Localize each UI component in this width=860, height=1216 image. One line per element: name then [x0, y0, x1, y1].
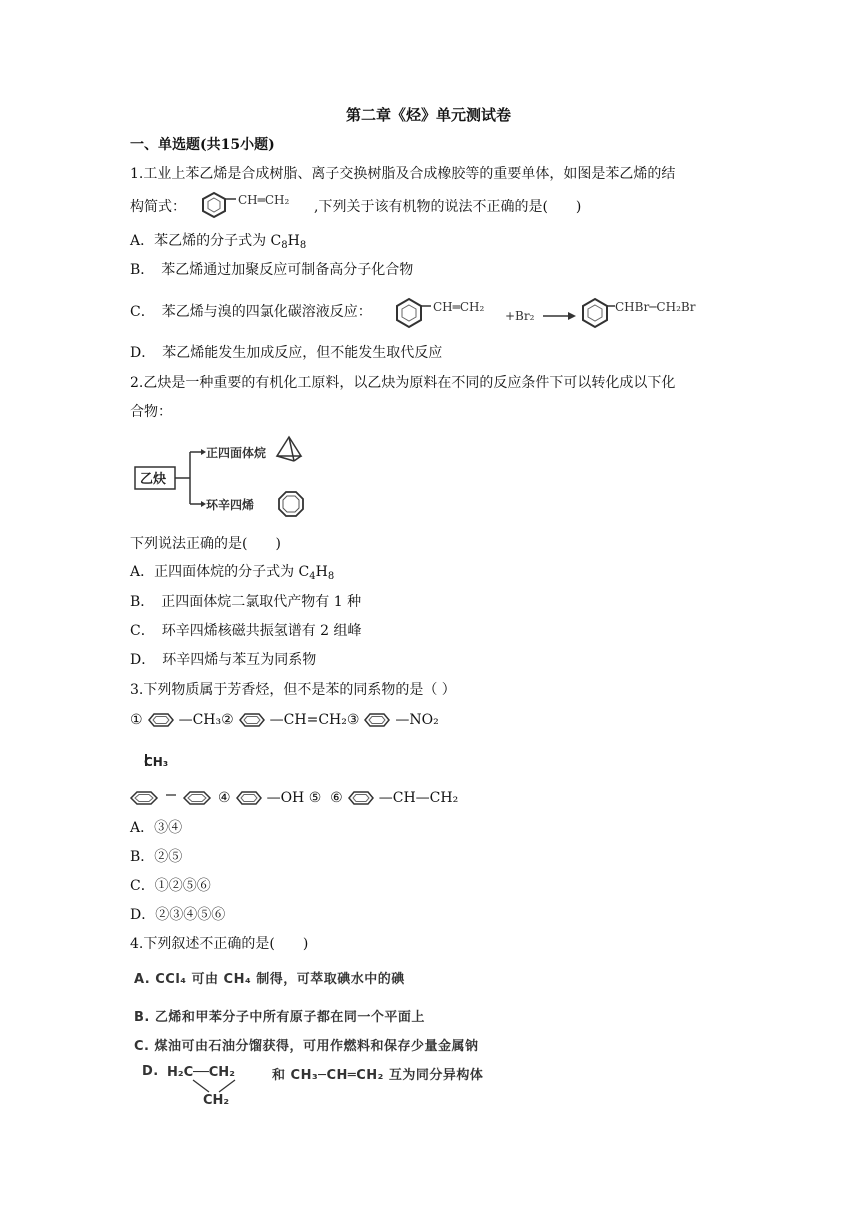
q3-compounds-row2	[130, 788, 458, 808]
tetrahedrane-label: 正四面体烷	[206, 446, 267, 460]
compound-2-number: ②	[221, 712, 234, 728]
q4-option-a: A. CCl₄ 可由 CH₄ 制得，可萃取碘水中的碘	[134, 972, 405, 987]
benzene-ring-icon	[234, 712, 270, 728]
q2-option-a: A．正四面体烷的分子式为 $C_4H_8$	[130, 564, 335, 582]
q1-option-b: B． 苯乙烯通过加聚反应可制备高分子化合物	[130, 262, 414, 278]
cyclooctatetraene-label: 环辛四烯	[206, 498, 255, 512]
q3-option-d: D．②③④⑤⑥	[130, 907, 226, 923]
q2-option-d: D． 环辛四烯与苯互为同系物	[130, 652, 317, 668]
compound-1-number: ①	[130, 712, 143, 728]
methyl-label: CH₃	[144, 755, 169, 769]
benzene-ring-icon	[143, 712, 179, 728]
tetrahedrane-icon	[277, 437, 301, 461]
q2-stem-line2: 合物：	[130, 404, 172, 420]
reactant-formula: CH═CH₂	[433, 300, 485, 314]
page-title: 第二章《烃》单元测试卷	[346, 106, 512, 124]
compound-3-number: ③	[346, 712, 360, 728]
compound-6-number: ⑥	[330, 790, 343, 806]
q1-stem-line2-post: ,下列关于该有机物的说法不正确的是( )	[314, 199, 582, 215]
q2-stem-line1: 2.乙炔是一种重要的有机化工原料，以乙炔为原料在不同的反应条件下可以转化成以下化	[130, 375, 676, 391]
section-heading: 一、单选题(共15小题)	[130, 137, 275, 153]
biphenyl-icon	[130, 790, 218, 806]
compound-6-substituent: —CH—CH₂	[378, 790, 459, 806]
benzene-ring-icon	[231, 790, 267, 806]
cyclopropane-top-label: H₂C──CH₂	[167, 1065, 235, 1080]
bromination-reaction	[393, 296, 723, 332]
q3-option-a: A．③④	[130, 820, 183, 836]
acetylene-conversion-diagram	[134, 430, 314, 526]
q1-option-a: A．苯乙烯的分子式为 $C_8H_8$	[130, 233, 307, 251]
cyclooctatetraene-icon	[279, 492, 303, 516]
methyl-group	[140, 752, 180, 782]
q2-option-b: B． 正四面体烷二氯取代产物有 1 种	[130, 594, 362, 610]
q4-option-c: C. 煤油可由石油分馏获得，可用作燃料和保存少量金属钠	[134, 1039, 479, 1054]
styrene-formula: CH═CH₂	[238, 193, 290, 207]
q4-option-d-text: 和 CH₃─CH═CH₂ 互为同分异构体	[272, 1068, 484, 1083]
reagent-label: +Br₂	[505, 309, 535, 323]
compound-1-substituent: —CH₃	[178, 712, 222, 728]
benzene-ring-icon	[359, 712, 395, 728]
compound-3-substituent: —NO₂	[395, 712, 439, 728]
styrene-structure	[198, 190, 318, 220]
product-formula: CHBr─CH₂Br	[615, 300, 696, 314]
compound-2-substituent: —CH=CH₂	[269, 712, 347, 728]
q4-option-b: B. 乙烯和甲苯分子中所有原子都在同一个平面上	[134, 1010, 425, 1025]
compound-4-substituent: —OH	[266, 790, 305, 806]
compound-5-number: ⑤	[308, 790, 322, 806]
q1-stem-line2-pre: 构简式：	[130, 199, 186, 215]
q4-stem: 4.下列叙述不正确的是( )	[130, 936, 309, 952]
q3-stem: 3.下列物质属于芳香烃，但不是苯的同系物的是（ ）	[130, 682, 456, 698]
q3-option-b: B．②⑤	[130, 849, 183, 865]
q1-option-d: D． 苯乙烯能发生加成反应，但不能发生取代反应	[130, 345, 443, 361]
q4-option-d-label: D.	[142, 1064, 159, 1079]
q1-stem-line1: 1.工业上苯乙烯是合成树脂、离子交换树脂及合成橡胶等的重要单体，如图是苯乙烯的结	[130, 166, 676, 182]
compound-4-number: ④	[218, 790, 231, 806]
q3-compounds-row1	[130, 710, 439, 730]
q2-question: 下列说法正确的是( )	[130, 536, 281, 552]
q3-option-c: C．①②⑤⑥	[130, 878, 211, 894]
benzene-ring-icon	[343, 790, 379, 806]
acetylene-box-label: 乙炔	[140, 472, 167, 487]
cyclopropane-bottom-label: CH₂	[203, 1093, 230, 1108]
cyclopropane-structure	[165, 1060, 275, 1106]
q2-option-c: C． 环辛四烯核磁共振氢谱有 2 组峰	[130, 623, 362, 639]
q1-option-c: C． 苯乙烯与溴的四氯化碳溶液反应：	[130, 304, 372, 320]
